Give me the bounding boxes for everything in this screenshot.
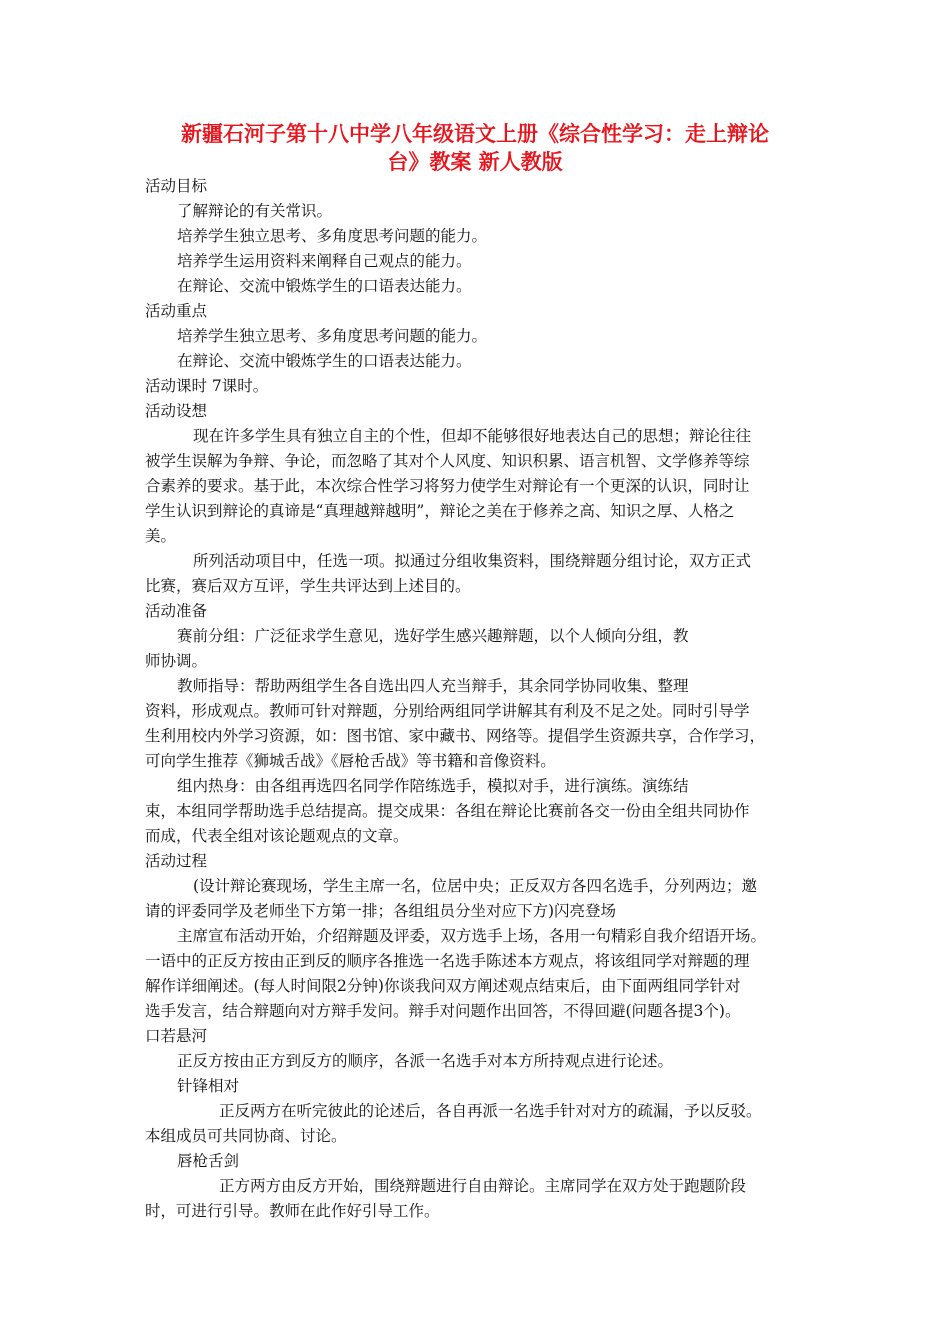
text-line: 请的评委同学及老师坐下方第一排；各组组员分坐对应下方)闪亮登场 [145, 902, 617, 920]
text-line: 所列活动项目中，任选一项。拟通过分组收集资料，围绕辩题分组讨论，双方正式 [193, 552, 752, 570]
text-line: 时，可进行引导。教师在此作好引导工作。 [145, 1202, 440, 1220]
text-line: 合素养的要求。基于此，本次综合性学习将努力使学生对辩论有一个更深的认识，同时让 [145, 477, 750, 495]
title-line-2: 台》教案 新人教版 [387, 150, 563, 174]
text-line: 现在许多学生具有独立自主的个性，但却不能够很好地表达自己的思想；辩论往往 [193, 427, 752, 445]
text-line: 正反方按由正方到反方的顺序，各派一名选手对本方所持观点进行论述。 [177, 1052, 674, 1070]
text-line: 正方两方由反方开始，围绕辩题进行自由辩论。主席同学在双方处于跑题阶段 [219, 1177, 747, 1195]
text-line: 被学生误解为争辩、争论，而忽略了其对个人风度、知识积累、语言机智、文学修养等综 [145, 452, 750, 470]
section-heading: 活动重点 [145, 302, 208, 320]
text-line: 选手发言，结合辩题向对方辩手发问。辩手对问题作出回答，不得回避(问题各提3个)。 [145, 1002, 741, 1020]
text-line: 正反两方在听完彼此的论述后，各自再派一名选手针对对方的疏漏，予以反驳。 [219, 1102, 762, 1120]
text-line: 束，本组同学帮助选手总结提高。提交成果：各组在辩论比赛前各交一份由全组共同协作 [145, 802, 750, 820]
text-line: 教师指导：帮助两组学生各自选出四人充当辩手，其余同学协同收集、整理 [177, 677, 689, 695]
document-title [145, 120, 805, 176]
section-heading: 活动过程 [145, 852, 208, 870]
text-line: 可向学生推荐《狮城舌战》《唇枪舌战》等书籍和音像资料。 [145, 752, 556, 770]
text-line: 主席宣布活动开始，介绍辩题及评委，双方选手上场，各用一句精彩自我介绍语开场。 [177, 927, 767, 945]
text-line: 培养学生独立思考、多角度思考问题的能力。 [177, 327, 488, 345]
text-line: 针锋相对 [177, 1077, 240, 1095]
section-heading: 活动课时 7课时。 [145, 377, 269, 395]
text-line: 师协调。 [145, 652, 208, 670]
text-line: 本组成员可共同协商、讨论。 [145, 1127, 347, 1145]
section-heading: 活动准备 [145, 602, 208, 620]
section-heading: 活动设想 [145, 402, 208, 420]
text-line: 一语中的正反方按由正到反的顺序各推选一名选手陈述本方观点，将该组同学对辩题的理 [145, 952, 750, 970]
text-line: 而成，代表全组对该论题观点的文章。 [145, 827, 409, 845]
section-heading: 活动目标 [145, 177, 208, 195]
text-line: 生利用校内外学习资源，如：图书馆、家中藏书、网络等。提倡学生资源共享，合作学习， [145, 727, 766, 745]
title-line-1: 新疆石河子第十八中学八年级语文上册《综合性学习：走上辩论 [181, 122, 769, 146]
text-line: 解作详细阐述。(每人时间限2分钟)你谈我问双方阐述观点结束后，由下面两组同学针对 [145, 977, 741, 995]
text-line: 在辩论、交流中锻炼学生的口语表达能力。 [177, 277, 472, 295]
text-line: 美。 [145, 527, 177, 545]
text-line: 学生认识到辩论的真谛是“真理越辩越明”，辩论之美在于修养之高、知识之厚、人格之 [145, 502, 735, 520]
text-line: 培养学生运用资料来阐释自己观点的能力。 [177, 252, 472, 270]
text-line: 培养学生独立思考、多角度思考问题的能力。 [177, 227, 488, 245]
text-line: 唇枪舌剑 [177, 1152, 240, 1170]
text-line: 在辩论、交流中锻炼学生的口语表达能力。 [177, 352, 472, 370]
document-body [145, 174, 810, 1224]
text-line: 组内热身：由各组再选四名同学作陪练选手，模拟对手，进行演练。演练结 [177, 777, 689, 795]
text-line: 了解辩论的有关常识。 [177, 202, 333, 220]
text-line: 赛前分组：广泛征求学生意见，选好学生感兴趣辩题，以个人倾向分组，教 [177, 627, 689, 645]
text-line: 比赛，赛后双方互评，学生共评达到上述目的。 [145, 577, 471, 595]
text-line: 资料，形成观点。教师可针对辩题，分别给两组同学讲解其有利及不足之处。同时引导学 [145, 702, 750, 720]
text-line: (设计辩论赛现场，学生主席一名，位居中央；正反双方各四名选手，分列两边；邀 [193, 877, 758, 895]
section-heading: 口若悬河 [145, 1027, 208, 1045]
